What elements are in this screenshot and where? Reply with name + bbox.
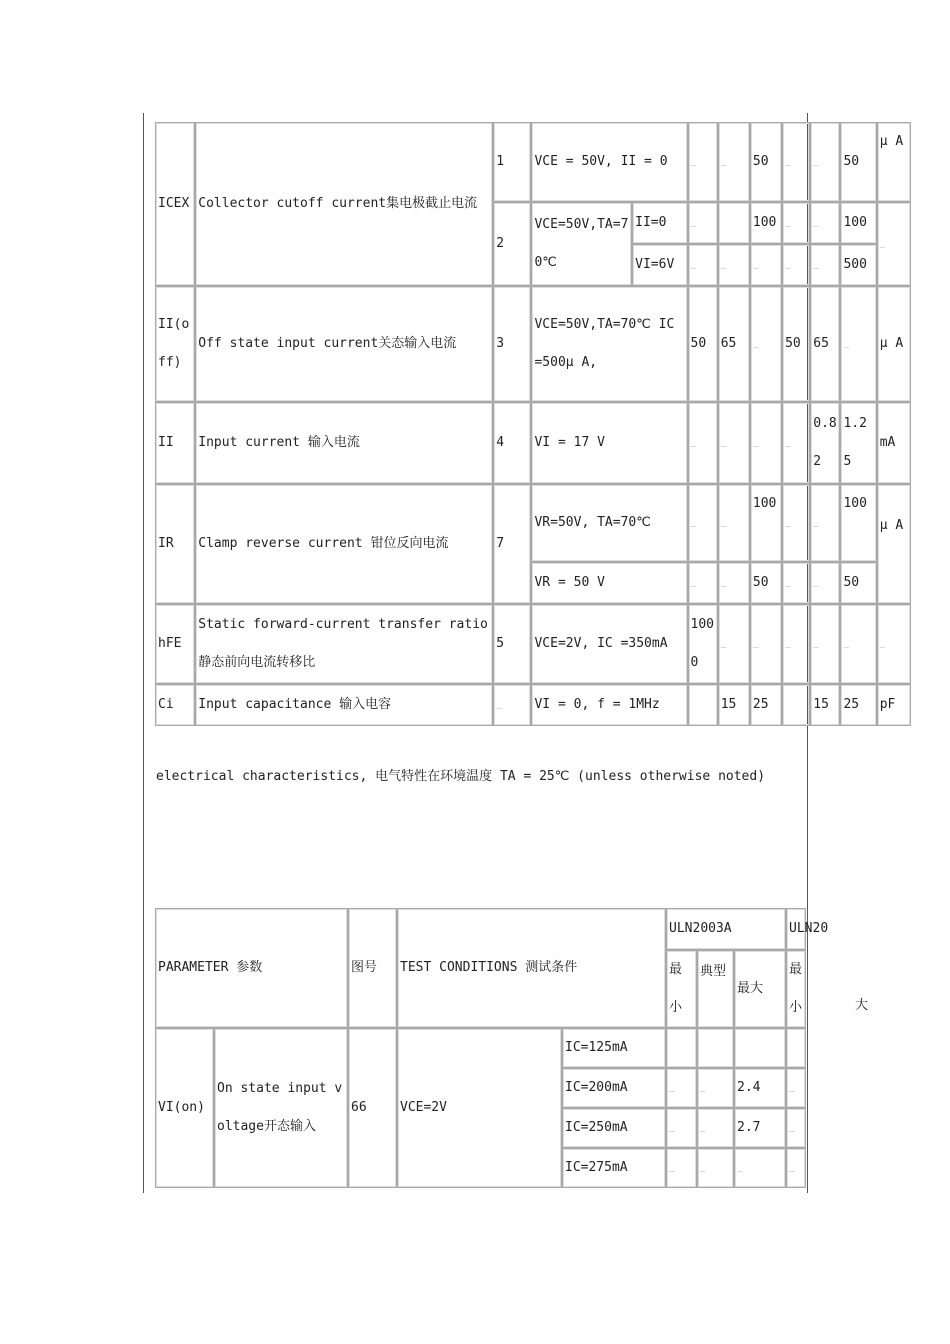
value-cell: _: [697, 1068, 734, 1108]
value-cell: _: [697, 1148, 734, 1188]
value-cell: _: [718, 484, 750, 562]
value-cell: _: [786, 1068, 806, 1108]
value-cell: 25: [840, 684, 876, 726]
symbol-cell: II(off): [155, 286, 195, 402]
condition-cell: VI = 17 V: [531, 402, 687, 484]
value-cell: _: [810, 604, 840, 684]
value-cell: 100: [750, 202, 782, 244]
value-cell: 50: [840, 562, 876, 604]
unit-cell: _: [877, 202, 911, 286]
parameter-cell: Static forward-current transfer ratio 静态前向电流转移比: [195, 604, 493, 684]
value-cell: 100: [750, 484, 782, 562]
parameter-cell: Collector cutoff current集电极截止电流: [195, 122, 493, 286]
parameter-cell: On state input voltage开态输入: [214, 1028, 348, 1188]
value-cell: _: [750, 244, 782, 286]
typ-header: 典型: [697, 950, 734, 1028]
value-cell: 100: [840, 202, 876, 244]
value-cell: 50: [688, 286, 718, 402]
parameter-cell: Off state input current关态输入电流: [195, 286, 493, 402]
ic-cell: IC=250mA: [562, 1108, 666, 1148]
value-cell: _: [734, 1148, 786, 1188]
value-cell: 0.82: [810, 402, 840, 484]
value-cell: _: [718, 244, 750, 286]
figure-cell: 4: [493, 402, 531, 484]
ic-cell: IC=125mA: [562, 1028, 666, 1068]
value-cell: _: [750, 402, 782, 484]
condition-cell: VCE=50V,TA=70℃: [531, 202, 632, 286]
ic-cell: IC=275mA: [562, 1148, 666, 1188]
parameter-cell: Input capacitance 输入电容: [195, 684, 493, 726]
test-conditions-header: TEST CONDITIONS 测试条件: [397, 908, 666, 1028]
figure-header: 图号: [348, 908, 397, 1028]
value-cell: _: [782, 122, 810, 202]
value-cell: _: [750, 604, 782, 684]
value-cell: 25: [750, 684, 782, 726]
value-cell: 50: [782, 286, 810, 402]
value-cell: 2.7: [734, 1108, 786, 1148]
symbol-cell: Ci: [155, 684, 195, 726]
condition-cell: VR=50V, TA=70℃: [531, 484, 687, 562]
value-cell: _: [782, 604, 810, 684]
subcondition-cell: II=0: [632, 202, 687, 244]
symbol-cell: VI(on): [155, 1028, 214, 1188]
value-cell: _: [688, 122, 718, 202]
figure-cell: 66: [348, 1028, 397, 1188]
value-cell: _: [666, 1068, 697, 1108]
condition-cell: VCE=2V, IC =350mA: [531, 604, 687, 684]
parameter-cell: Input current 输入电流: [195, 402, 493, 484]
value-cell: 65: [810, 286, 840, 402]
value-cell: _: [810, 484, 840, 562]
value-cell: _: [782, 202, 810, 244]
min-header: 最小: [666, 950, 697, 1028]
value-cell: 15: [810, 684, 840, 726]
figure-cell: 1: [493, 122, 531, 202]
value-cell: [718, 202, 750, 244]
value-cell: [697, 1028, 734, 1068]
part-header-uln20: ULN20: [786, 908, 806, 950]
subcondition-cell: VI=6V: [632, 244, 687, 286]
max-header: 最大: [734, 950, 786, 1028]
figure-cell: 3: [493, 286, 531, 402]
value-cell: [782, 684, 810, 726]
value-cell: 15: [718, 684, 750, 726]
value-cell: _: [840, 604, 876, 684]
value-cell: _: [688, 202, 718, 244]
unit-cell: μ A: [877, 122, 911, 202]
ic-cell: IC=200mA: [562, 1068, 666, 1108]
value-cell: _: [718, 604, 750, 684]
value-cell: _: [786, 1148, 806, 1188]
value-cell: 65: [718, 286, 750, 402]
value-cell: _: [688, 484, 718, 562]
condition-cell: VCE=2V: [397, 1028, 562, 1188]
value-cell: _: [750, 286, 782, 402]
value-cell: _: [688, 244, 718, 286]
value-cell: 500: [840, 244, 876, 286]
condition-cell: VR = 50 V: [531, 562, 687, 604]
min-header-2: 最小: [786, 950, 806, 1028]
unit-cell: mA: [877, 402, 911, 484]
extra-header-fragment: 大: [855, 998, 869, 1013]
value-cell: 2.4: [734, 1068, 786, 1108]
value-cell: 50: [750, 562, 782, 604]
value-cell: _: [718, 562, 750, 604]
figure-cell: 2: [493, 202, 531, 286]
value-cell: [786, 1028, 806, 1068]
unit-cell: μ A: [877, 286, 911, 402]
unit-cell: _: [877, 604, 911, 684]
value-cell: _: [782, 484, 810, 562]
value-cell: 1000: [688, 604, 718, 684]
part-header-uln2003a: ULN2003A: [666, 908, 786, 950]
symbol-cell: ICEX: [155, 122, 195, 286]
value-cell: _: [688, 402, 718, 484]
condition-cell: VCE=50V,TA=70℃ IC =500μ A,: [531, 286, 687, 402]
value-cell: _: [697, 1108, 734, 1148]
value-cell: [688, 684, 718, 726]
value-cell: 50: [750, 122, 782, 202]
condition-cell: VI = 0, f = 1MHz: [531, 684, 687, 726]
parameter-header: PARAMETER 参数: [155, 908, 348, 1028]
figure-cell: _: [493, 684, 531, 726]
value-cell: _: [810, 562, 840, 604]
value-cell: _: [782, 244, 810, 286]
value-cell: _: [810, 244, 840, 286]
value-cell: _: [718, 402, 750, 484]
symbol-cell: IR: [155, 484, 195, 604]
value-cell: _: [810, 202, 840, 244]
page-left-rule: [143, 113, 144, 1193]
figure-cell: 5: [493, 604, 531, 684]
value-cell: _: [666, 1108, 697, 1148]
value-cell: _: [782, 562, 810, 604]
symbol-cell: II: [155, 402, 195, 484]
figure-cell: 7: [493, 484, 531, 604]
value-cell: 50: [840, 122, 876, 202]
characteristics-table-1: [155, 122, 911, 726]
parameter-cell: Clamp reverse current 钳位反向电流: [195, 484, 493, 604]
value-cell: _: [786, 1108, 806, 1148]
value-cell: _: [718, 122, 750, 202]
value-cell: _: [840, 286, 876, 402]
value-cell: _: [666, 1148, 697, 1188]
unit-cell: μ A: [877, 484, 911, 604]
electrical-characteristics-note: electrical characteristics, 电气特性在环境温度 TA = 25℃ (unless otherwise noted): [156, 769, 766, 784]
symbol-cell: hFE: [155, 604, 195, 684]
value-cell: _: [688, 562, 718, 604]
condition-cell: VCE = 50V, II = 0: [531, 122, 687, 202]
value-cell: [666, 1028, 697, 1068]
value-cell: _: [810, 122, 840, 202]
value-cell: [734, 1028, 786, 1068]
value-cell: _: [782, 402, 810, 484]
unit-cell: pF: [877, 684, 911, 726]
value-cell: 1.25: [840, 402, 876, 484]
value-cell: 100: [840, 484, 876, 562]
characteristics-table-2: [155, 908, 829, 1188]
